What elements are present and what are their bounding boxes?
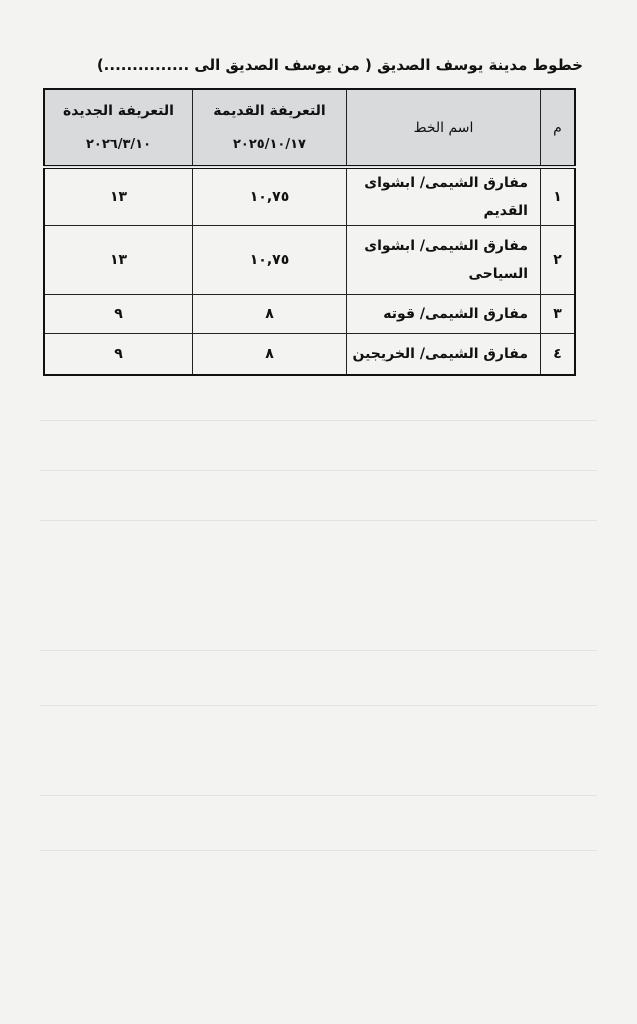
table-row: [44, 334, 575, 376]
header-name: اسم الخط: [347, 89, 541, 167]
header-num: م: [541, 89, 576, 167]
row-line-name: مفارق الشيمى/ الخريجين: [347, 334, 541, 376]
bleed-through-line: [40, 520, 597, 521]
row-old-fare: ٨: [193, 334, 347, 376]
header-new-fare: [44, 89, 193, 167]
header-new-label: التعريفة الجديدة: [63, 103, 174, 119]
table-row: [44, 226, 575, 295]
row-new-fare: ٩: [44, 295, 193, 334]
row-num: ٤: [541, 334, 576, 376]
row-num: ١: [541, 167, 576, 226]
table-row: [44, 167, 575, 226]
bleed-through-line: [40, 650, 597, 651]
row-line-name: مفارق الشيمى/ قوته: [347, 295, 541, 334]
row-new-fare: ٩: [44, 334, 193, 376]
bleed-through-line: [40, 795, 597, 796]
table-header: [44, 89, 575, 167]
header-old-fare: [193, 89, 347, 167]
row-num: ٢: [541, 226, 576, 295]
table-row: [44, 295, 575, 334]
row-old-fare: ٨: [193, 295, 347, 334]
row-line-name: مفارق الشيمى/ ابشواى السياحى: [347, 226, 541, 295]
row-num: ٣: [541, 295, 576, 334]
header-old-date: ٢٠٢٥/١٠/١٧: [233, 137, 306, 152]
row-line-name: مفارق الشيمى/ ابشواى القديم: [347, 167, 541, 226]
header-old-label: التعريفة القديمة: [213, 103, 326, 119]
row-new-fare: ١٣: [44, 226, 193, 295]
page-title: خطوط مدينة يوسف الصديق ( من يوسف الصديق الى ...............): [96, 56, 583, 74]
bleed-through-line: [40, 850, 597, 851]
bleed-through-line: [40, 470, 597, 471]
bleed-through-line: [40, 705, 597, 706]
row-old-fare: ١٠,٧٥: [193, 226, 347, 295]
fares-table: [43, 88, 576, 376]
bleed-through-line: [40, 420, 597, 421]
row-new-fare: ١٣: [44, 167, 193, 226]
header-new-date: ٢٠٢٦/٣/١٠: [85, 137, 152, 152]
row-old-fare: ١٠,٧٥: [193, 167, 347, 226]
